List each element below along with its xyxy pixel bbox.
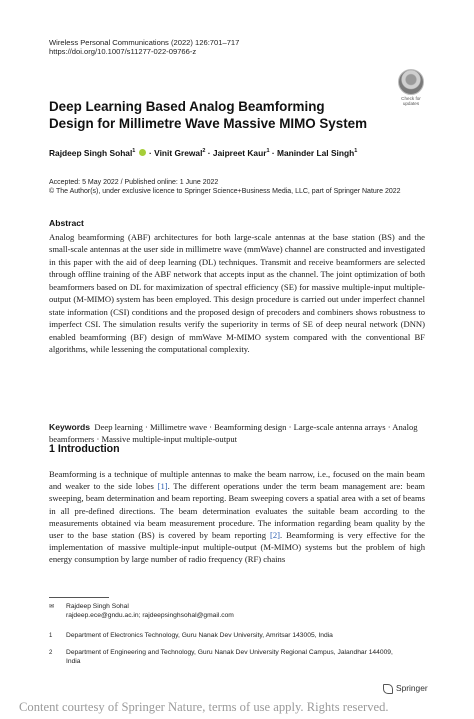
citation-link[interactable]: [2] [269, 530, 281, 541]
accepted-date: Accepted: 5 May 2022 / Published online: 1 June 2022 [49, 179, 219, 186]
update-badge-icon [398, 69, 424, 95]
publisher-mark [383, 683, 428, 694]
affiliation-footnote-2 [49, 649, 396, 666]
section-heading-introduction: 1 Introduction [49, 443, 120, 455]
courtesy-notice: Content courtesy of Springer Nature, terms of use apply. Rights reserved. [19, 700, 389, 714]
correspondence-footnote [49, 603, 234, 620]
author-affil-mark: 2 [202, 148, 206, 155]
affil-mark: 2 [49, 650, 53, 656]
correspondence-name: Rajdeep Singh Sohal [66, 603, 129, 610]
keywords-text: Deep learning · Millimetre wave · Beamforming design · Large-scale antenna arrays · Analog beamformers · Massive multiple-input multiple-output [49, 422, 418, 445]
affiliation-footnote-1 [49, 632, 333, 641]
author-separator: · [205, 148, 213, 158]
journal-header [49, 38, 239, 57]
abstract-text: Analog beamforming (ABF) architectures for both large-scale antennas at the base station (BS) and the small-scale antennas at the user side in millimetre wave (mmWave) channel are constructed and investigated in this paper with the aid of deep learning (DL) techniques. Transmit and receive beamformers are selected through offline training of the ABF network that accepts input as the channel. The joint optimization of both beamformers based on DL for maximization of spectral efficiency (SE) for massive multiple-input multiple-output (M-MIMO) system has been employed. This design procedure is carried out under imperfect channel state information (CSI) conditions and the proposed design of precoders and combiners shows robustness to imperfect CSI. The simulation results verify the superiority in terms of SE of deep neural network (DNN) enabled beamforming (BF) design of mmWave M-MIMO system compared with the conventional BF algorithms, while lessening the computational complexity. [49, 232, 425, 355]
abstract-heading: Abstract [49, 218, 84, 228]
footnote-divider [49, 597, 109, 598]
keywords-label: Keywords [49, 422, 91, 432]
publisher-name: Springer [396, 683, 428, 693]
springer-horse-icon [383, 684, 393, 694]
introduction-paragraph [49, 468, 425, 566]
author-affil-mark: 1 [266, 148, 270, 155]
author-name[interactable]: Rajdeep Singh Sohal [49, 148, 133, 158]
correspondence-email[interactable]: rajdeep.ece@gndu.ac.in; rajdeepsinghsohal@gmail.com [66, 611, 234, 619]
author-affil-mark: 1 [354, 148, 358, 155]
author-separator: · [269, 148, 277, 158]
author-name[interactable]: Jaipreet Kaur [212, 148, 267, 158]
copyright-line: © The Author(s), under exclusive licence to Springer Science+Business Media, LLC, part of Springer Nature 2022 [49, 188, 401, 196]
badge-line-1: Check for [401, 96, 421, 101]
doi-link[interactable]: https://doi.org/10.1007/s11277-022-09766-z [49, 47, 197, 57]
author-name[interactable]: Vinit Grewal [154, 148, 203, 158]
intro-text: . The different operations under the term beam management are: beam sweeping, beam determination and beam reporting. Beam sweeping covers a spatial area with a set of beams in all pre-defined directions. The beam determination evaluates the suitable beam according to the measurements obtained via beam measurement procedure. The information regarding beam quality by the user to the base station (BS) is covered by beam reporting [49, 481, 425, 541]
paper-title: Deep Learning Based Analog Beamforming Design for Millimetre Wave Massive MIMO System [49, 99, 368, 131]
affiliation-text: Department of Engineering and Technology, Guru Nanak Dev University Regional Campus, Jalandhar 144009, India [66, 649, 393, 665]
orcid-icon[interactable] [139, 149, 146, 156]
author-affil-mark: 1 [132, 148, 136, 155]
author-separator: · [146, 148, 155, 158]
intro-text: Beamforming is a technique of multiple antennas to make the beam narrow, i.e., focused on the main beam and weaker to the side lobes [49, 469, 425, 492]
envelope-icon: ✉ [49, 604, 55, 610]
affiliation-text: Department of Electronics Technology, Guru Nanak Dev University, Amritsar 143005, India [66, 632, 333, 639]
author-list [49, 148, 357, 158]
check-for-updates-badge[interactable] [396, 69, 426, 106]
affil-mark: 1 [49, 633, 53, 639]
journal-citation: Wireless Personal Communications (2022) 126:701–717 [49, 38, 240, 47]
badge-line-2: updates [402, 101, 420, 106]
author-name[interactable]: Maninder Lal Singh [276, 148, 355, 158]
publication-dates [49, 178, 401, 197]
intro-text: . Beamforming is very effective for the implementation of massive multiple-input multiple-output (M-MIMO) systems but the problem of high energy consumption by large number of radio frequency (RF) chains [49, 530, 425, 565]
citation-link[interactable]: [1] [157, 481, 168, 492]
